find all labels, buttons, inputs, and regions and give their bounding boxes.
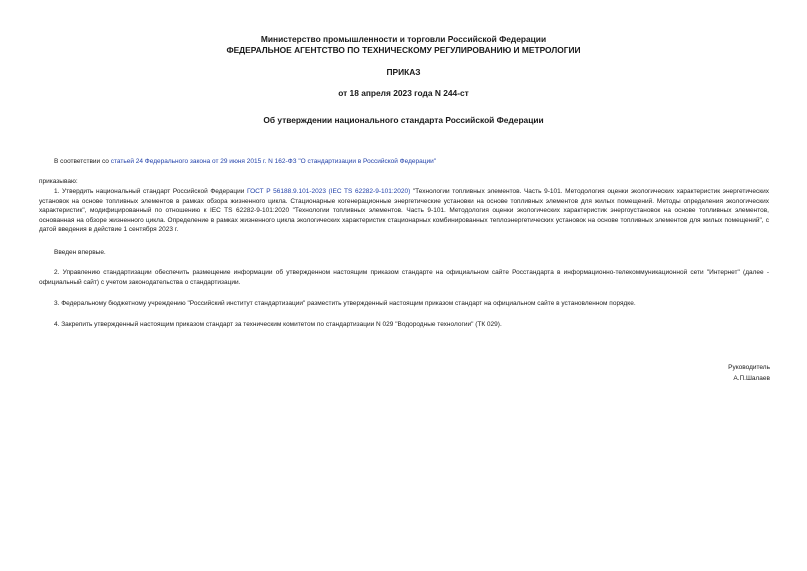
preamble-paragraph <box>39 157 769 167</box>
item-2-paragraph: 2. Управлению стандартизации обеспечить размещение информации об утвержденном настоящим приказом стандарте на официальном сайте Росстандарта в информационно-телекоммуникационной сети "Интернет" (далее - официальный сайт) с учетом законодательства о стандартизации. <box>39 269 769 286</box>
federal-law-link[interactable]: статьей 24 Федерального закона от 29 июня 2015 г. N 162-ФЗ "О стандартизации в Российской Федерации" <box>110 158 437 165</box>
first-time-note: Введен впервые. <box>54 249 106 256</box>
agency-heading: ФЕДЕРАЛЬНОЕ АГЕНТСТВО ПО ТЕХНИЧЕСКОМУ РЕГУЛИРОВАНИЮ И МЕТРОЛОГИИ <box>226 45 581 55</box>
preamble-prefix: В соответствии со <box>54 158 111 165</box>
signatory-name: А.П.Шалаев <box>733 375 770 382</box>
ministry-heading: Министерство промышленности и торговли Российской Федерации <box>260 34 547 44</box>
order-word: приказываю: <box>39 178 78 185</box>
document-type-heading: ПРИКАЗ <box>386 67 421 77</box>
signatory-role: Руководитель <box>728 364 770 371</box>
item-3-paragraph: 3. Федеральному бюджетному учреждению "Российский институт стандартизации" разместить утвержденный настоящим приказом стандарт на официальном сайте в установленном порядке. <box>54 300 636 307</box>
date-number-heading: от 18 апреля 2023 года N 244-ст <box>338 88 469 98</box>
item-1-paragraph <box>39 187 769 235</box>
item-4-paragraph: 4. Закрепить утвержденный настоящим приказом стандарт за техническим комитетом по стандартизации N 029 "Водородные технологии" (ТК 029). <box>54 321 502 328</box>
item-1-rest: "Технологии топливных элементов. Часть 9-101. Методология оценки экологических характеристик энергетических установок на основе топливных элементов в рамках обзора жизненного цикла. Стационарные когенерационные энергетические установки на основе топливных элементов для жилых помещений. Методы определения экологических характеристик", модифицированный по отношению к IEC TS 62282-9-101:2020 "Технологии топливных элементов. Часть 9-101. Методология оценки экологических характеристик энергоустановок на основе топливных элементов, основанная на обзоре жизненного цикла. Определение в рамках жизненного цикла экологических характеристик стационарных комбинированных теплоэнергетических установок на основе топливных элементов для жилых помещений", с датой введения в действие 1 сентября 2023 г. <box>39 188 769 234</box>
gost-standard-link[interactable]: ГОСТ Р 56188.9.101-2023 (IEC TS 62282-9-101:2020) <box>246 188 411 195</box>
item-1-intro: 1. Утвердить национальный стандарт Российской Федерации <box>54 188 247 195</box>
document-title: Об утверждении национального стандарта Российской Федерации <box>263 115 544 125</box>
